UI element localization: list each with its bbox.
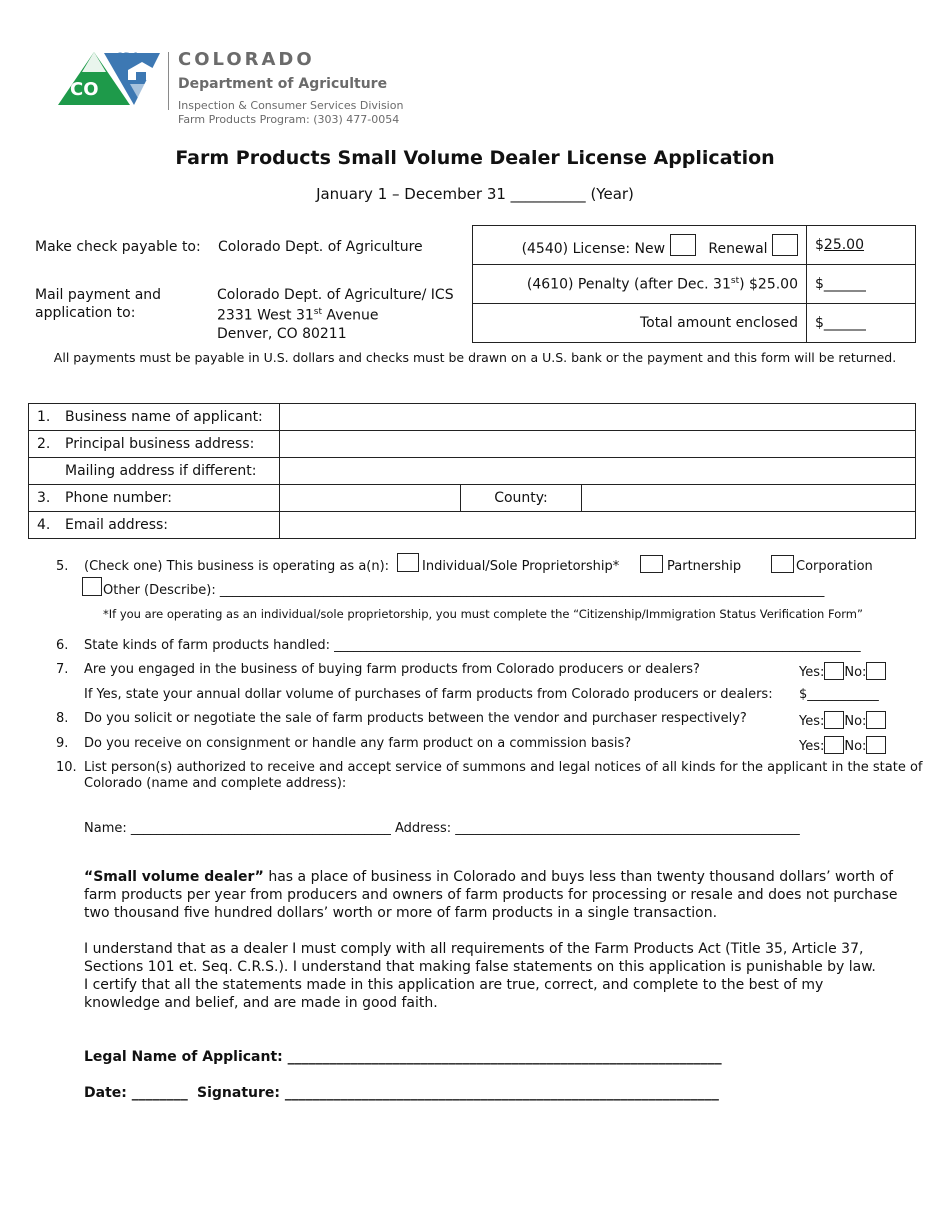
mailing-address-input[interactable] [280, 458, 916, 485]
definition-term: “Small volume dealer” [84, 869, 264, 885]
business-info-table [28, 403, 916, 539]
q8-no-label: No: [844, 714, 867, 729]
q10-label-line-2: Colorado (name and complete address): [84, 776, 347, 791]
fee-row-license [473, 226, 916, 265]
county-label: County: [461, 485, 582, 512]
row-principal-address: 2. Principal business address: [29, 431, 916, 458]
email-input[interactable] [280, 512, 916, 539]
individual-checkbox[interactable] [397, 553, 419, 572]
logo-divider [168, 52, 169, 110]
signature-field[interactable]: Signature: ______________________________________________________________ [197, 1085, 719, 1101]
q9-no-checkbox[interactable] [866, 736, 886, 754]
q6-number: 6. [56, 638, 69, 653]
partnership-label: Partnership [667, 559, 742, 574]
row-email: 4. Email address: [29, 512, 916, 539]
definition-line-1: “Small volume dealer” has a place of business in Colorado and buys less than twenty thousand dollars’ worth of [84, 869, 894, 885]
certification-line-1: I understand that as a dealer I must comply with all requirements of the Farm Products Act (Title 35, Article 37, [84, 941, 864, 957]
q7-no-label: No: [844, 665, 867, 680]
principal-address-label: Principal business address: [65, 436, 255, 452]
row-mailing-address [29, 458, 916, 485]
fee-table [472, 225, 916, 343]
mail-address-line-2: 2331 West 31st Avenue [217, 307, 379, 324]
corporation-label: Corporation [796, 559, 873, 574]
email-label: Email address: [65, 517, 169, 533]
other-describe-field[interactable]: Other (Describe): _____________________________________________________________________________________________ [103, 583, 825, 598]
check-payable-label: Make check payable to: [35, 239, 201, 255]
q8-yes-label: Yes: [799, 714, 825, 729]
q5-note: *If you are operating as an individual/sole proprietorship, you must complete the “Citizenship/Immigration Status Verification Form” [103, 607, 863, 621]
q9-number: 9. [56, 736, 69, 751]
q5-label: (Check one) This business is operating as a(n): [84, 559, 390, 574]
license-renewal-checkbox[interactable] [772, 234, 798, 256]
logo-badge: CDA [116, 52, 141, 62]
agent-name-address-field[interactable]: Name: ________________________________________ Address: _____________________________________________________ [84, 821, 800, 836]
q8-yes-no [799, 711, 886, 729]
q9-yes-label: Yes: [799, 739, 825, 754]
license-renewal-label: Renewal [708, 240, 768, 257]
certification-line-4: knowledge and belief, and are made in good faith. [84, 995, 438, 1011]
q10-label-line-1: List person(s) authorized to receive and accept service of summons and legal notices of all kinds for the applicant in the state of [84, 760, 923, 775]
q9-yes-no [799, 736, 886, 754]
q10-number: 10. [56, 760, 77, 775]
fee-row-total [473, 304, 916, 343]
q5-number: 5. [56, 559, 69, 574]
license-fee-amount: $25.00 [807, 226, 916, 265]
header-division: Inspection & Consumer Services Division [178, 99, 404, 112]
fee-row-penalty [473, 265, 916, 304]
penalty-amount-field[interactable]: $______ [807, 265, 916, 304]
phone-label: Phone number: [65, 490, 172, 506]
q7-yes-no [799, 662, 886, 680]
payment-notice: All payments must be payable in U.S. dollars and checks must be drawn on a U.S. bank or the payment and this form will be returned. [53, 350, 897, 365]
definition-line-2: farm products per year from producers and owners of farm products for processing or resale and does not purchase [84, 887, 898, 903]
q7b-amount-field[interactable]: $___________ [799, 687, 879, 702]
q9-no-label: No: [844, 739, 867, 754]
q7-number: 7. [56, 662, 69, 677]
certification-line-3: I certify that all the statements made in this application are true, correct, and complete to the best of my [84, 977, 824, 993]
q7-yes-checkbox[interactable] [824, 662, 844, 680]
page-title: Farm Products Small Volume Dealer License Application [175, 147, 775, 169]
certification-line-2: Sections 101 et. Seq. C.R.S.). I understand that making false statements on this application is punishable by law. [84, 959, 876, 975]
corporation-checkbox[interactable] [771, 555, 794, 573]
row-business-name: 1. Business name of applicant: [29, 404, 916, 431]
business-name-input[interactable] [280, 404, 916, 431]
individual-label: Individual/Sole Proprietorship* [422, 559, 620, 574]
q8-label: Do you solicit or negotiate the sale of farm products between the vendor and purchaser respectively? [84, 711, 747, 726]
logo-mark: CO [70, 79, 99, 100]
license-new-checkbox[interactable] [670, 234, 696, 256]
q6-field[interactable]: State kinds of farm products handled: _________________________________________________________________________________ [84, 638, 861, 653]
q8-yes-checkbox[interactable] [824, 711, 844, 729]
q7b-label: If Yes, state your annual dollar volume of purchases of farm products from Colorado producers or dealers: [84, 687, 773, 702]
q8-no-checkbox[interactable] [866, 711, 886, 729]
county-input[interactable] [582, 485, 916, 512]
q9-label: Do you receive on consignment or handle any farm product on a commission basis? [84, 736, 632, 751]
header-state: COLORADO [178, 49, 315, 70]
legal-name-field[interactable]: Legal Name of Applicant: ______________________________________________________________ [84, 1049, 722, 1065]
mailing-address-label: Mailing address if different: [65, 463, 257, 479]
q9-yes-checkbox[interactable] [824, 736, 844, 754]
other-checkbox[interactable] [82, 577, 102, 596]
mail-address-line-1: Colorado Dept. of Agriculture/ ICS [217, 287, 454, 303]
q7-yes-label: Yes: [799, 665, 825, 680]
business-name-label: Business name of applicant: [65, 409, 263, 425]
total-label: Total amount enclosed [473, 304, 807, 343]
mail-address-line-3: Denver, CO 80211 [217, 326, 347, 342]
penalty-label: (4610) Penalty (after Dec. 31st) $25.00 [473, 265, 807, 304]
q7-no-checkbox[interactable] [866, 662, 886, 680]
principal-address-input[interactable] [280, 431, 916, 458]
check-payable-value: Colorado Dept. of Agriculture [218, 239, 423, 255]
definition-line-3: two thousand five hundred dollars’ worth or more of farm products in a single transaction. [84, 905, 718, 921]
q8-number: 8. [56, 711, 69, 726]
row-phone: 3. Phone number: County: [29, 485, 916, 512]
mail-label-2: application to: [35, 305, 136, 321]
mail-label-1: Mail payment and [35, 287, 162, 303]
q7-label: Are you engaged in the business of buying farm products from Colorado producers or dealers? [84, 662, 700, 677]
partnership-checkbox[interactable] [640, 555, 663, 573]
license-new-label: (4540) License: New [521, 240, 666, 257]
phone-input[interactable] [280, 485, 461, 512]
total-amount-field[interactable]: $______ [807, 304, 916, 343]
header-program: Farm Products Program: (303) 477-0054 [178, 113, 400, 126]
header-department: Department of Agriculture [178, 76, 388, 92]
date-field[interactable]: Date: ________ [84, 1085, 188, 1101]
license-period: January 1 – December 31 __________ (Year) [316, 185, 634, 203]
